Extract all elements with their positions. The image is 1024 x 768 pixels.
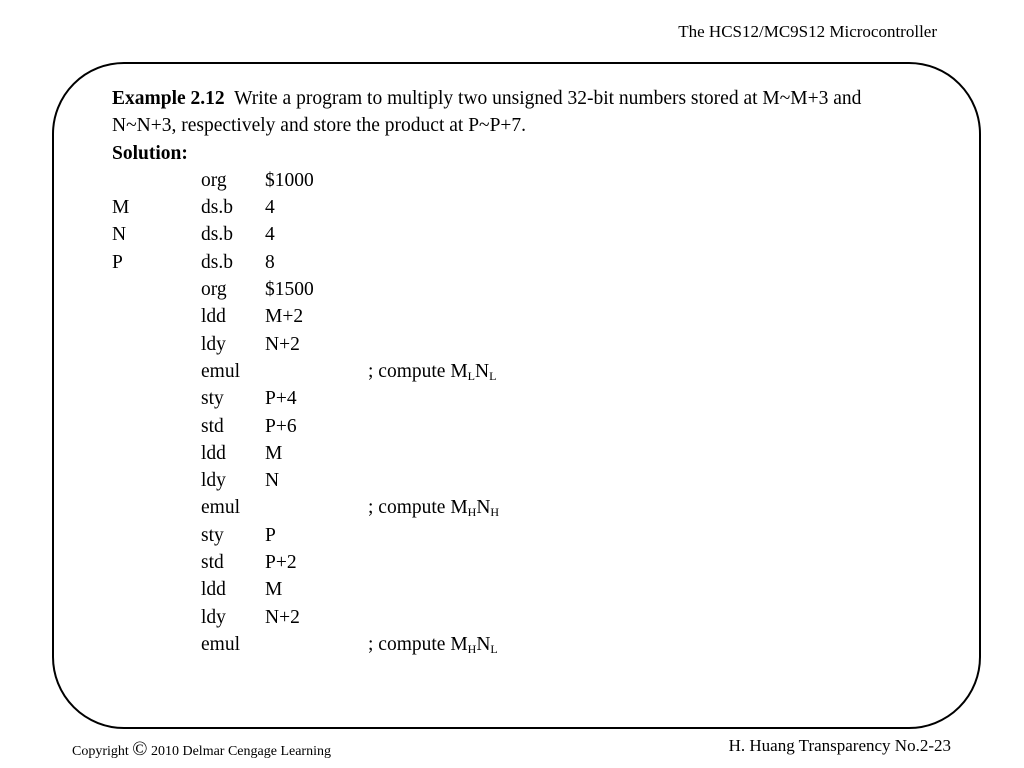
code-opcode: emul [201, 497, 240, 519]
problem-statement [112, 85, 892, 140]
code-operand: 8 [265, 251, 275, 273]
code-opcode: ds.b [201, 197, 233, 219]
code-operand: P+4 [265, 388, 297, 410]
code-line [112, 303, 892, 330]
code-opcode: std [201, 415, 224, 437]
code-line [112, 221, 892, 248]
code-operand: 4 [265, 197, 275, 219]
copyright: Copyright © 2010 Delmar Cengage Learning [72, 738, 331, 760]
code-operand: P+6 [265, 415, 297, 437]
code-line [112, 331, 892, 358]
solution-heading: Solution: [112, 142, 188, 164]
code-opcode: ldy [201, 333, 226, 355]
code-opcode: ds.b [201, 224, 233, 246]
code-line [112, 467, 892, 494]
code-operand: N [265, 470, 280, 492]
code-comment: ; compute $M_HN_L$ [368, 633, 498, 656]
code-opcode: org [201, 279, 227, 301]
code-opcode: ldd [201, 306, 226, 328]
code-line [112, 385, 892, 412]
code-operand: P [265, 524, 276, 546]
code-opcode: std [201, 552, 224, 574]
code-label: N [112, 224, 127, 246]
code-opcode: emul [201, 633, 240, 655]
code-opcode: ldd [201, 442, 226, 464]
code-opcode: ldd [201, 579, 226, 601]
code-opcode: emul [201, 360, 240, 382]
code-opcode: org [201, 169, 227, 191]
code-opcode: ds.b [201, 251, 233, 273]
code-operand: P+2 [265, 552, 297, 574]
code-comment: ; compute $M_LN_L$ [368, 360, 497, 383]
code-opcode: ldy [201, 606, 226, 628]
code-operand: N+2 [265, 333, 300, 355]
code-operand: M [265, 442, 283, 464]
code-line [112, 631, 892, 658]
code-line [112, 440, 892, 467]
code-operand: $1500 [265, 279, 314, 301]
code-operand: N+2 [265, 606, 300, 628]
code-line [112, 358, 892, 385]
header-title: The HCS12/MC9S12 Microcontroller [678, 22, 937, 41]
code-line [112, 604, 892, 631]
code-line [112, 249, 892, 276]
example-title: Example 2.12 [112, 88, 225, 109]
code-line [112, 494, 892, 521]
code-opcode: sty [201, 388, 224, 410]
code-operand: $1000 [265, 169, 314, 191]
code-operand: 4 [265, 224, 275, 246]
code-line [112, 576, 892, 603]
code-line [112, 194, 892, 221]
code-line [112, 167, 892, 194]
code-line [112, 413, 892, 440]
code-label: M [112, 197, 130, 219]
code-label: P [112, 251, 123, 273]
transparency-number: H. Huang Transparency No.2-23 [728, 736, 951, 755]
code-opcode: ldy [201, 470, 226, 492]
example-text: Write a program to multiply two unsigned 32-bit numbers stored at M~M+3 and N~N+3, respectively and store the product at P~P+7. [112, 88, 862, 137]
code-opcode: sty [201, 524, 224, 546]
code-comment: ; compute $M_HN_H$ [368, 497, 500, 520]
code-line [112, 522, 892, 549]
code-line [112, 276, 892, 303]
code-operand: M [265, 579, 283, 601]
code-operand: M+2 [265, 306, 304, 328]
code-line [112, 549, 892, 576]
code-listing [112, 167, 892, 658]
slide-content [112, 85, 892, 658]
